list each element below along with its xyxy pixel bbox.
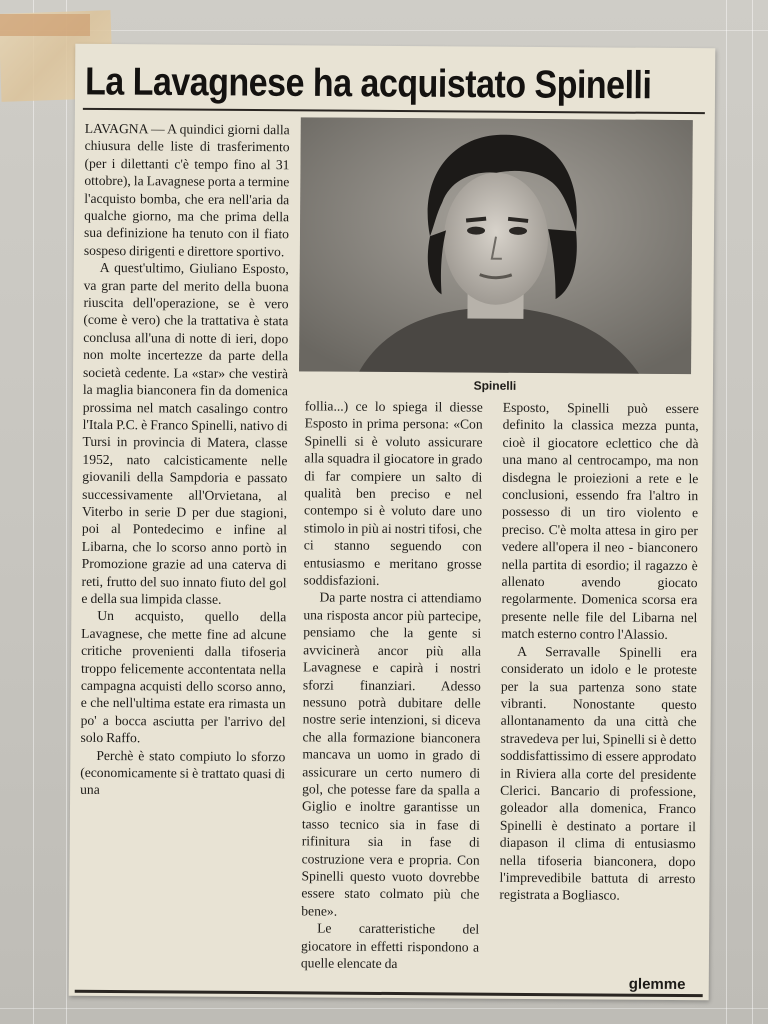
grid-line (33, 0, 34, 1024)
paragraph: A quest'ultimo, Giuliano Esposto, va gran parte del merito della buona riuscita dell'operazione, se è vero (come è vero) che la trattativa è stata conclusa all'una di notte di ieri, dopo non molte incertezze da parte della società cedente. La «star» che vestirà la maglia bianconera fin da domenica prossima nel match casalingo contro l'Itala P.C. è Franco Spinelli, nativo di Tursi in provincia di Matera, classe 1952, nato calcisticamente nelle giovanili della Sampdoria e passato successivamente all'Orvietana, al Viterbo in serie D per due stagioni, poi al Pontedecimo e infine al Libarna, che lo scorso anno portò in Promozione grazie ad una caterva di reti, frutto del suo innato fiuto del gol e della sua limpida classe. (81, 260, 289, 607)
grid-line (0, 30, 768, 31)
paragraph: Perchè è stato compiuto lo sforzo (economicamente si è trattato quasi di una (80, 747, 286, 798)
article-column-1 (80, 120, 290, 800)
photo-caption: Spinelli (473, 378, 517, 393)
newspaper-clipping (69, 44, 716, 1000)
paragraph: A Serravalle Spinelli era considerato un idolo e le proteste per la sua partenza sono state vibranti. Nonostante questo allontanamento da una città che stravedeva per lui, Spinelli si è detto soddisfattissimo di essere approdato in Riviera alla corte del presidente Clerici. Bancario di professione, goleador alla domenica, Franco Spinelli è destinato a portare il diapason il clima di entusiasmo nella tifoseria bianconera, dopo l'imprevedibile battuta di arresto registrata a Bogliasco. (499, 643, 698, 903)
bottom-rule (75, 990, 703, 997)
grid-line (752, 0, 753, 1024)
author-signature: glemme (628, 975, 686, 994)
portrait-illustration (299, 117, 693, 374)
grid-line (0, 1008, 768, 1009)
paragraph: Un acquisto, quello della Lavagnese, che mette fine ad alcune critiche provenienti dalla tifoseria troppo felicemente accontentata nella campagna acquisti dello scorso anno, e che nell'ultima estate era rimasta un po' a bocca asciutta per l'arrivo del solo Raffo. (80, 608, 287, 746)
grid-line (726, 0, 727, 1024)
headline-rule (83, 108, 705, 114)
paragraph: LAVAGNA — A quindici giorni dalla chiusura delle liste di trasferimento (per i dilettanti c'è tempo fino al 31 ottobre), la Lavagnese porta a termine l'acquisto bomba, che era nell'aria da qualche giorno, ma che prima della sua definizione ha tenuto con il fiato sospeso dirigenti e direttore sportivo. (83, 120, 290, 260)
portrait-photo (299, 117, 693, 374)
article-column-3 (499, 399, 699, 905)
paragraph: follia...) ce lo spiega il diesse Esposto in prima persona: «Con Spinelli si è voluto assicurare alla squadra il giocatore in grado di far compiere un salto di qualità ben preciso e nel contempo si è voluto dare uno stimolo in più ai nostri tifosi, che ci stanno seguendo con entusiasmo e meritano grosse soddisfazioni. (303, 398, 483, 588)
tape-residue (0, 14, 90, 36)
paragraph: Le caratteristiche del giocatore in effetti rispondono a quelle elencate da (300, 920, 480, 972)
grid-line (66, 0, 67, 1024)
article-column-2 (301, 397, 483, 973)
headline: La Lavagnese ha acquistato Spinelli (84, 59, 652, 108)
paragraph: Da parte nostra ci attendiamo una risposta ancor più partecipe, pensiamo che la gente si avvicinerà ancor più alla Lavagnese e capirà i nostri sforzi finanziari. Adesso nessuno potrà dubitare delle nostre serie intenzioni, si diceva che alla formazione bianconera mancava un uomo in grado di assicurare un certo numero di gol, che potesse fare da spalla a Giglio e inoltre garantisse un tasso tecnico sia in fase di rifinitura sia in fase di costruzione vera e propria. Con Spinelli questo vuoto dovrebbe essere stato colmato più che bene». (301, 589, 482, 919)
paragraph: Esposto, Spinelli può essere definito la classica mezza punta, cioè il giocatore eclettico che dà una mano al centrocampo, ma non disdegna le proiezioni a rete e le conclusioni, essendo fra l'altro in possesso di un tiro violento e preciso. C'è molta attesa in giro per vedere all'opera il neo - bianconero nella partita di esordio; il ragazzo è allenato avendo giocato regolarmente. Domenica scorsa era presente nelle file del Libarna nel match esterno contro l'Alassio. (501, 399, 699, 643)
